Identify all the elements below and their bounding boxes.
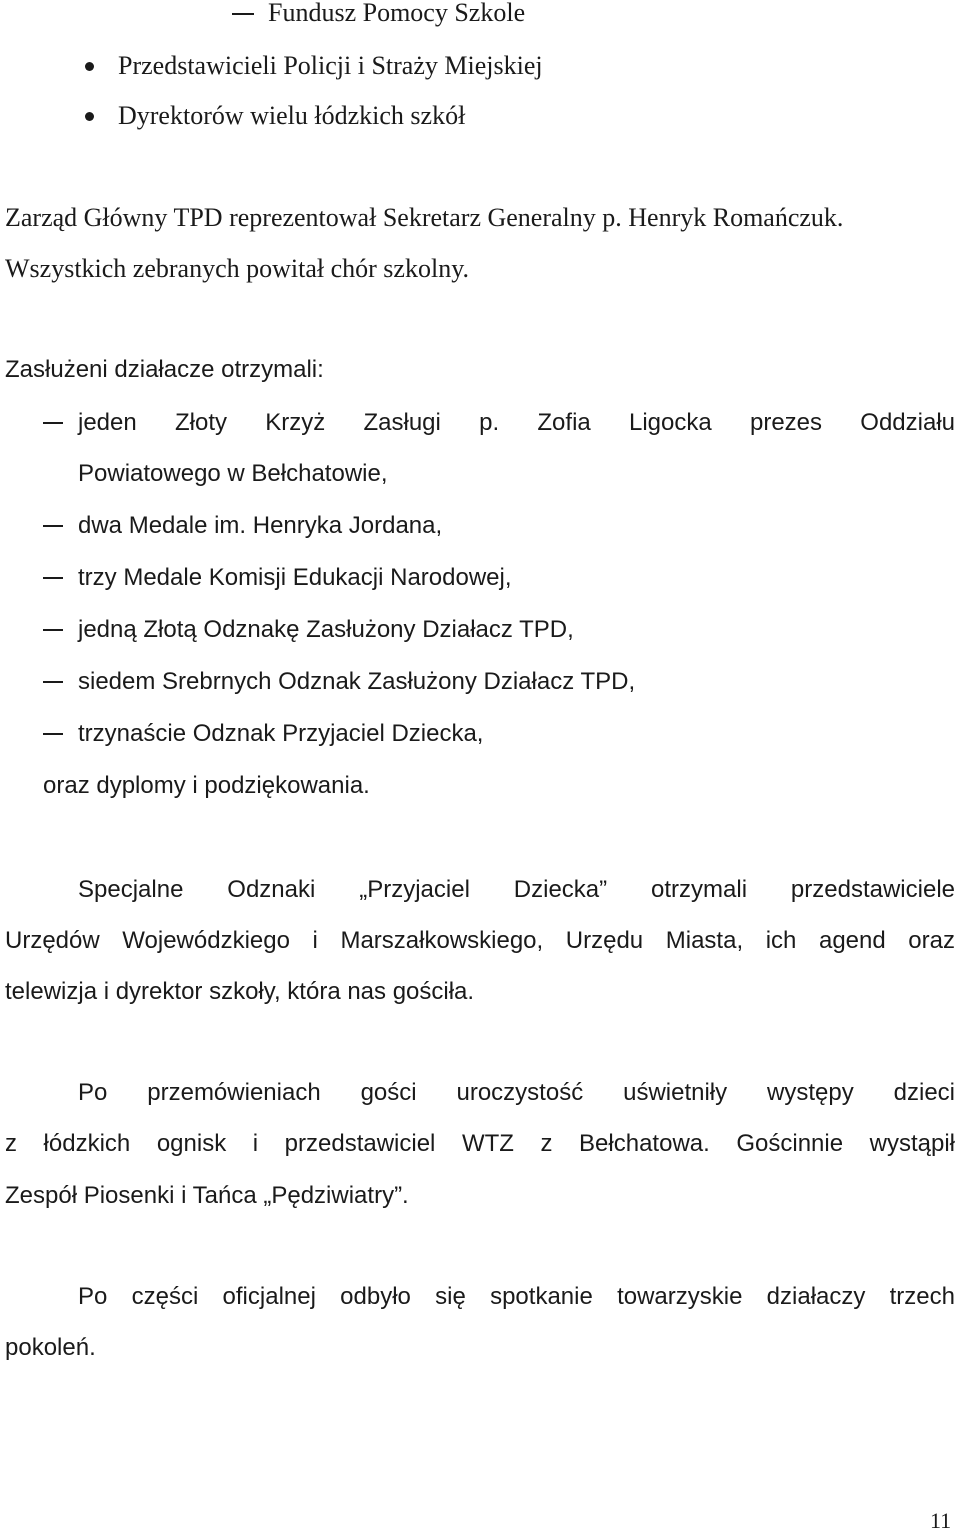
list-dash [43, 629, 63, 631]
paragraph-line-text: Urzędów Wojewódzkiego i Marszałkowskiego, Urzędu Miasta, ich agend oraz [5, 927, 955, 954]
paragraph-line [78, 1281, 955, 1313]
page-number: 11 [930, 1508, 952, 1533]
paragraph-line-text: z łódzkich ognisk i przedstawiciel WTZ z Bełchatowa. Gościnnie wystąpił [5, 1130, 955, 1157]
paragraph-line: pokoleń. [5, 1334, 96, 1361]
list-bullet [85, 112, 94, 121]
paragraph-line [5, 1128, 955, 1160]
list-bullet [85, 62, 94, 71]
paragraph-line [78, 874, 955, 906]
list-dash [43, 525, 63, 527]
paragraph-line [5, 925, 955, 957]
award-item: siedem Srebrnych Odznak Zasłużony Działacz TPD, [78, 668, 636, 695]
award-item: dwa Medale im. Henryka Jordana, [78, 512, 443, 539]
paragraph-line [78, 1077, 955, 1109]
award-item-continuation: Powiatowego w Bełchatowie, [78, 460, 388, 487]
list-dash [43, 422, 63, 424]
paragraph-line-text: Po przemówieniach gości uroczystość uświetniły występy dzieci [78, 1079, 955, 1106]
paragraph-line: Wszystkich zebranych powitał chór szkolny. [5, 254, 470, 283]
paragraph-line: Zarząd Główny TPD reprezentował Sekretarz Generalny p. Henryk Romańczuk. [5, 203, 844, 232]
list-dash [232, 13, 254, 15]
list-dash [43, 733, 63, 735]
sub-list-item: Fundusz Pomocy Szkole [268, 0, 526, 27]
award-item: trzynaście Odznak Przyjaciel Dziecka, [78, 720, 484, 747]
list-dash [43, 681, 63, 683]
awards-outro: oraz dyplomy i podziękowania. [43, 772, 370, 799]
bullet-item: Przedstawicieli Policji i Straży Miejskiej [118, 51, 543, 80]
list-dash [43, 577, 63, 579]
award-item-text: jeden Złoty Krzyż Zasługi p. Zofia Ligocka prezes Oddziału [78, 409, 955, 436]
paragraph-line-text: Po części oficjalnej odbyło się spotkanie towarzyskie działaczy trzech [78, 1283, 955, 1310]
paragraph-line: telewizja i dyrektor szkoły, która nas gościła. [5, 978, 475, 1005]
award-item: jedną Złotą Odznakę Zasłużony Działacz TPD, [78, 616, 574, 643]
award-item: trzy Medale Komisji Edukacji Narodowej, [78, 564, 512, 591]
awards-intro: Zasłużeni działacze otrzymali: [5, 356, 324, 383]
paragraph-line: Zespół Piosenki i Tańca „Pędziwiatry”. [5, 1182, 409, 1209]
bullet-item: Dyrektorów wielu łódzkich szkół [118, 101, 466, 130]
paragraph-line-text: Specjalne Odznaki „Przyjaciel Dziecka” otrzymali przedstawiciele [78, 876, 955, 903]
award-item [78, 407, 955, 439]
